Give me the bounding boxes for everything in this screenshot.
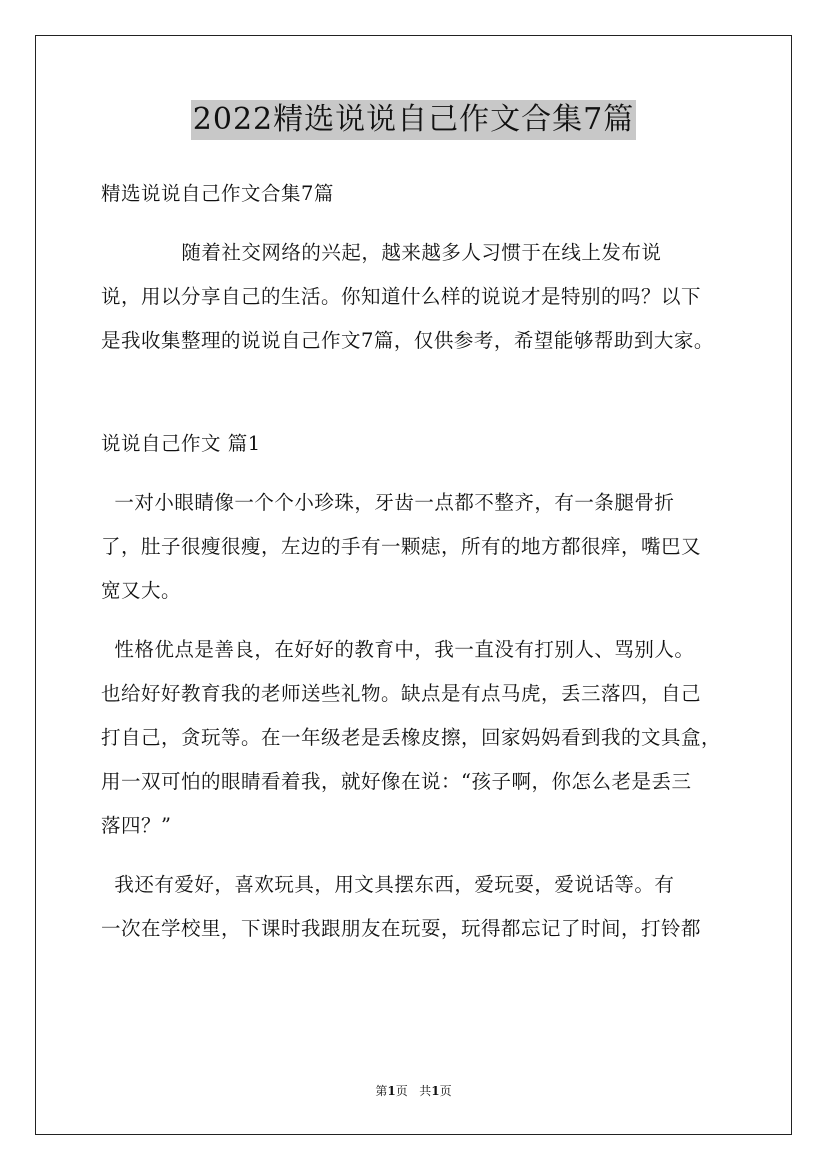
paragraph-line: 了，肚子很瘦很瘦，左边的手有一颗痣，所有的地方都很痒，嘴巴又 — [101, 535, 702, 558]
page-footer — [0, 1082, 827, 1100]
paragraph-line: 落四？” — [101, 814, 172, 837]
paragraph-line: 用一双可怕的眼睛看着我，就好像在说：“孩子啊，你怎么老是丢三 — [101, 770, 692, 793]
total-prefix: 共 — [419, 1084, 432, 1098]
paragraph-line: 打自己，贪玩等。在一年级老是丢橡皮擦，回家妈妈看到我的文具盒， — [101, 726, 722, 749]
body-paragraph — [101, 628, 731, 848]
paragraph-line: 也给好好教育我的老师送些礼物。缺点是有点马虎，丢三落四，自己 — [101, 682, 702, 705]
intro-line: 随着社交网络的兴起，越来越多人习惯于在线上发布说 — [101, 241, 662, 264]
title-container — [0, 100, 827, 140]
paragraph-line: 性格优点是善良，在好好的教育中，我一直没有打别人、骂别人。 — [101, 638, 695, 661]
paragraph-line: 我还有爱好，喜欢玩具，用文具摆东西，爱玩耍，爱说话等。有 — [101, 873, 675, 896]
body-paragraph — [101, 863, 731, 951]
intro-line: 是我收集整理的说说自己作文7篇，仅供参考，希望能够帮助到大家。 — [101, 329, 714, 352]
intro-line: 说，用以分享自己的生活。你知道什么样的说说才是特别的吗？以下 — [101, 285, 702, 308]
page-prefix: 第 — [375, 1084, 388, 1098]
page-current: 1 — [387, 1084, 396, 1098]
document-body — [101, 172, 731, 951]
paragraph-line: 一次在学校里，下课时我跟朋友在玩耍，玩得都忘记了时间，打铃都 — [101, 917, 702, 940]
body-paragraph — [101, 481, 731, 613]
page-total: 1 — [431, 1084, 440, 1098]
page-label: 页 — [395, 1084, 408, 1098]
document-subtitle: 精选说说自己作文合集7篇 — [101, 182, 334, 205]
document-title: 2022精选说说自己作文合集7篇 — [191, 100, 636, 140]
total-label: 页 — [439, 1084, 452, 1098]
paragraph-line: 一对小眼睛像一个个小珍珠，牙齿一点都不整齐，有一条腿骨折 — [101, 491, 675, 514]
paragraph-line: 宽又大。 — [101, 579, 182, 602]
section-heading: 说说自己作文 篇1 — [101, 432, 261, 455]
intro-paragraph — [101, 231, 731, 363]
